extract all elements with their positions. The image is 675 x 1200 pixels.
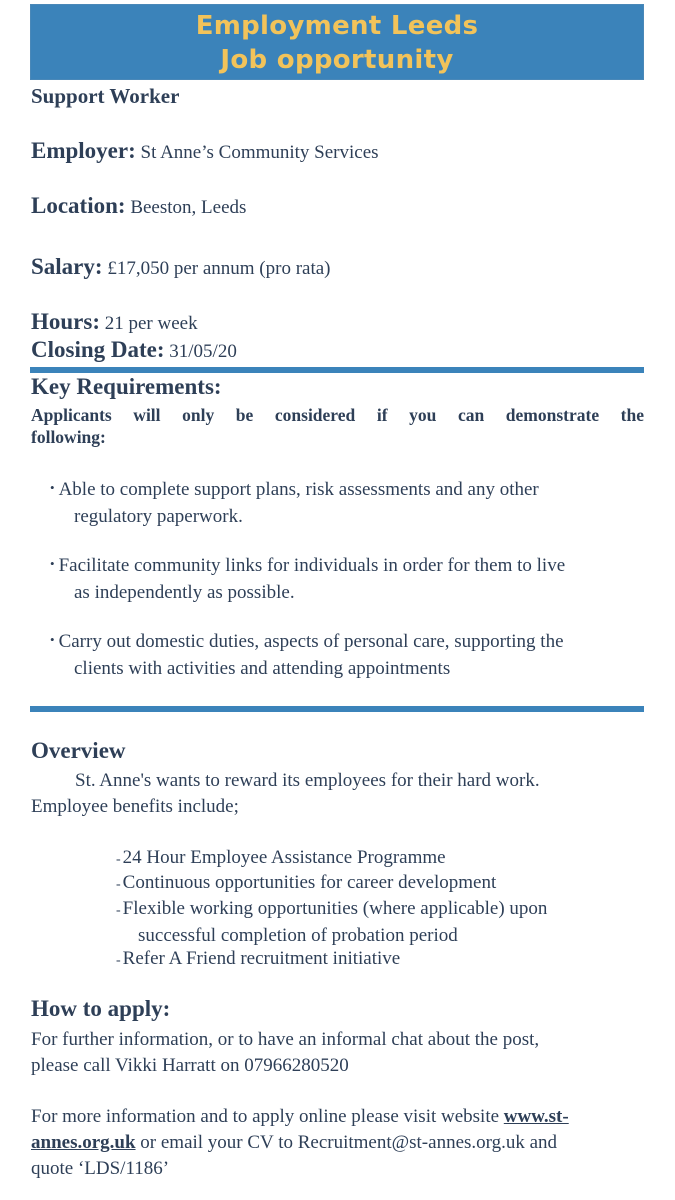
dash-icon: - bbox=[116, 903, 121, 918]
dash-icon: - bbox=[116, 953, 121, 968]
overview-text bbox=[31, 768, 645, 820]
dash-icon: - bbox=[116, 852, 121, 867]
employer-field bbox=[31, 138, 645, 164]
website-link-part1[interactable]: www.st- bbox=[503, 1106, 569, 1127]
requirements-intro bbox=[31, 404, 644, 448]
requirement-item bbox=[50, 629, 650, 682]
dash-icon: - bbox=[116, 877, 121, 892]
requirement-item bbox=[50, 477, 650, 530]
benefit-item bbox=[116, 845, 656, 872]
apply-heading: How to apply: bbox=[31, 996, 171, 1021]
closing-date-value: 31/05/20 bbox=[169, 341, 237, 362]
benefit-line1: Refer A Friend recruitment initiative bbox=[122, 948, 401, 969]
apply-online-prefix: For more information and to apply online please visit website bbox=[31, 1106, 504, 1127]
bullet-icon: • bbox=[50, 632, 55, 647]
divider bbox=[30, 367, 644, 373]
banner-subtitle: Job opportunity bbox=[220, 45, 454, 75]
bullet-icon: • bbox=[50, 556, 55, 571]
employer-label: Employer: bbox=[31, 138, 136, 163]
hours-field bbox=[31, 309, 645, 335]
header-banner bbox=[30, 4, 644, 80]
closing-date-field bbox=[31, 337, 645, 363]
apply-contact-line2: please call Vikki Harratt on 07966280520 bbox=[31, 1055, 349, 1076]
requirements-heading: Key Requirements: bbox=[31, 374, 222, 399]
requirement-line1: Facilitate community links for individuals in order for them to live bbox=[58, 555, 566, 576]
salary-field bbox=[31, 254, 645, 280]
requirement-line2: regulatory paperwork. bbox=[74, 506, 243, 527]
requirements-intro-line1: Applicants will only be considered if you can demonstrate the bbox=[31, 405, 644, 425]
apply-contact-line1: For further information, or to have an informal chat about the post, bbox=[31, 1029, 540, 1050]
salary-value: £17,050 per annum (pro rata) bbox=[107, 258, 331, 279]
apply-online-line2 bbox=[31, 1130, 645, 1156]
benefit-line2: successful completion of probation period bbox=[138, 925, 458, 946]
hours-value: 21 per week bbox=[104, 313, 198, 334]
benefit-line1: Continuous opportunities for career development bbox=[122, 872, 497, 893]
apply-online-line3: quote ‘LDS/1186’ bbox=[31, 1158, 170, 1179]
requirement-line2: as independently as possible. bbox=[74, 582, 295, 603]
benefit-item bbox=[116, 896, 656, 948]
requirement-line2: clients with activities and attending appointments bbox=[74, 658, 451, 679]
location-field bbox=[31, 193, 645, 219]
apply-contact bbox=[31, 1027, 645, 1079]
benefit-item bbox=[116, 946, 656, 973]
requirement-item bbox=[50, 553, 650, 606]
apply-online-line1 bbox=[31, 1104, 645, 1130]
requirements-intro-line2: following: bbox=[31, 427, 106, 447]
benefit-line1: 24 Hour Employee Assistance Programme bbox=[122, 847, 446, 868]
salary-label: Salary: bbox=[31, 254, 103, 279]
overview-line1: St. Anne's wants to reward its employees for their hard work. bbox=[75, 770, 540, 791]
banner-title: Employment Leeds bbox=[195, 11, 479, 41]
closing-date-label: Closing Date: bbox=[31, 337, 165, 362]
employer-value: St Anne’s Community Services bbox=[140, 142, 379, 163]
overview-line2: Employee benefits include; bbox=[31, 796, 239, 817]
requirement-line1: Able to complete support plans, risk assessments and any other bbox=[58, 479, 539, 500]
location-label: Location: bbox=[31, 193, 126, 218]
divider bbox=[30, 706, 644, 712]
hours-label: Hours: bbox=[31, 309, 100, 334]
requirement-line1: Carry out domestic duties, aspects of personal care, supporting the bbox=[58, 631, 564, 652]
job-title: Support Worker bbox=[31, 84, 180, 108]
website-link-part2[interactable]: annes.org.uk bbox=[31, 1132, 136, 1153]
benefit-line1: Flexible working opportunities (where applicable) upon bbox=[122, 898, 548, 919]
bullet-icon: • bbox=[50, 480, 55, 495]
benefit-item bbox=[116, 870, 656, 897]
apply-online-email: or email your CV to Recruitment@st-annes.org.uk and bbox=[135, 1132, 558, 1153]
apply-online bbox=[31, 1104, 645, 1182]
overview-heading: Overview bbox=[31, 738, 126, 763]
location-value: Beeston, Leeds bbox=[130, 197, 247, 218]
